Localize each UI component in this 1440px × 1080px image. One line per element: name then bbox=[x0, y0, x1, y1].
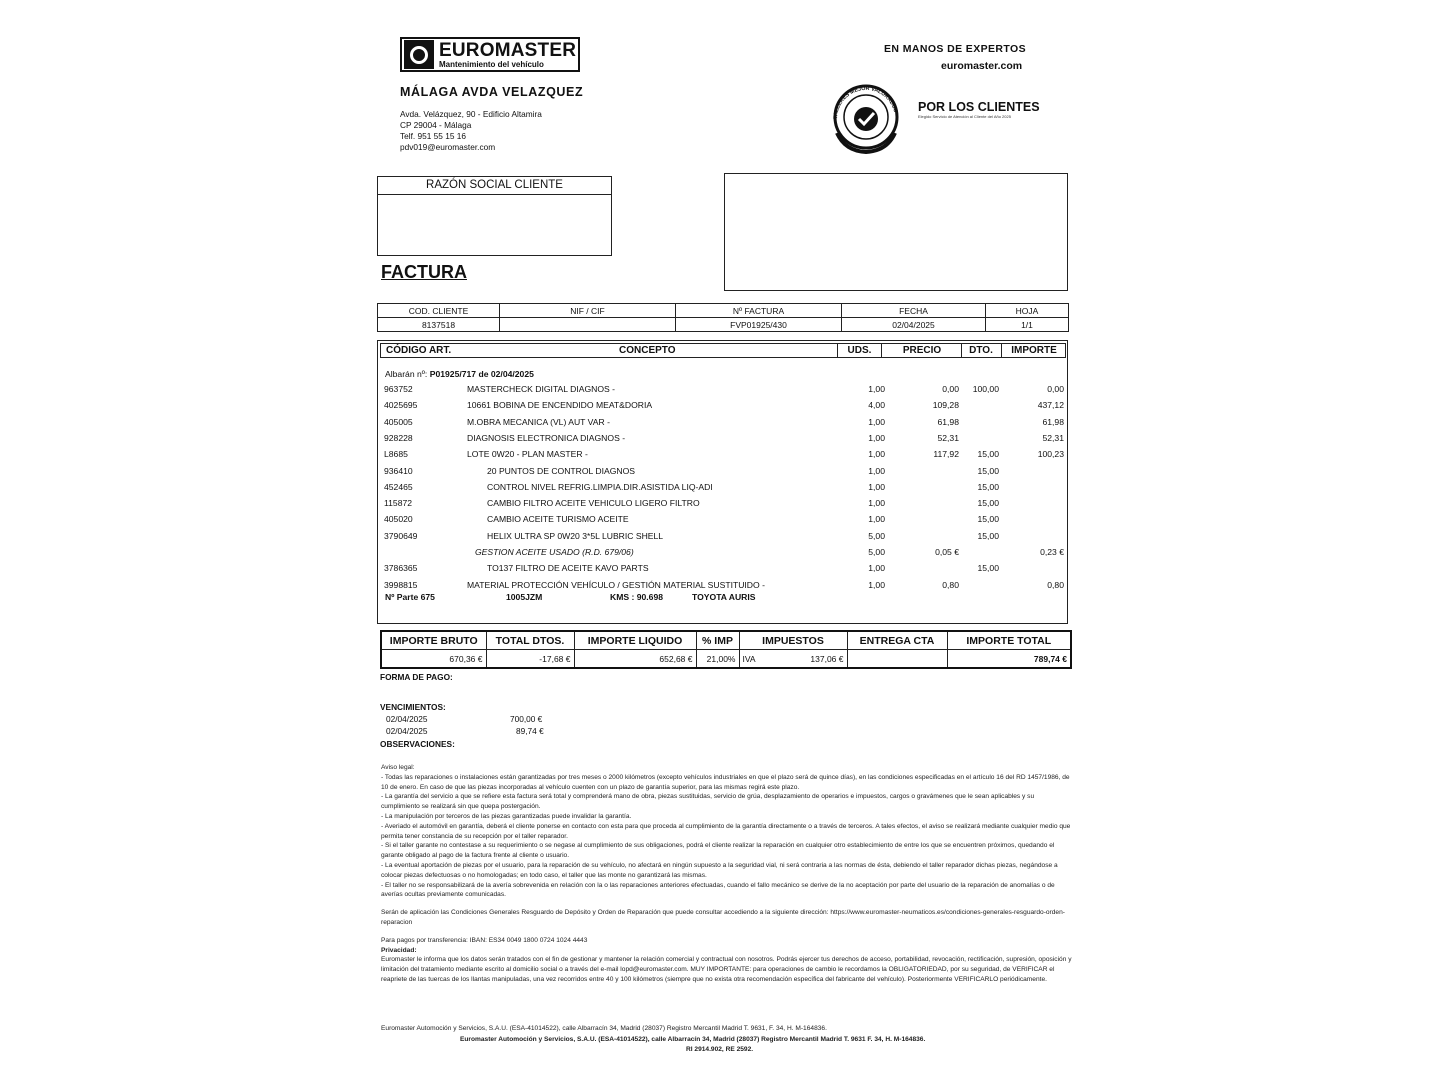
item-qty: 1,00 bbox=[868, 384, 885, 394]
item-code: 3786365 bbox=[384, 563, 418, 573]
item-description: GESTION ACEITE USADO (R.D. 679/06) bbox=[475, 547, 634, 557]
item-description: M.OBRA MECANICA (VL) AUT VAR - bbox=[467, 417, 610, 427]
seal-text: TALLERES MEJOR VALORADOS bbox=[832, 85, 899, 120]
privacy-text: Euromaster le informa que los datos serán tratados con el fin de gestionar y mantener la relación comercial y contractual con nosotros. Podrás ejercer tus derechos de acceso, portabilidad, revocación, rectificación, supresión, oposición y limitación del tratamiento mediante escrito al domicilio social o a través del e-mail lopd@euromaster.com. MUY IMPORTANTE: para operaciones de cambio le recordamos la OBLIGATORIEDAD, por su seguridad, de VERIFICAR el reapriete de las tuercas de los llantas manipuladas, una vez recorridos entre 40 y 100 kilómetros (siempre que no exista otra recomendación específica del fabricante del vehículo). Posteriormente VERIFICARLO periódicamente. bbox=[381, 956, 1072, 983]
client-box bbox=[377, 176, 612, 256]
item-row bbox=[384, 415, 1064, 429]
shop-address-line: CP 29004 - Málaga bbox=[400, 120, 472, 130]
item-description: CONTROL NIVEL REFRIG.LIMPIA.DIR.ASISTIDA LIQ-ADI bbox=[487, 482, 713, 492]
due-label: VENCIMIENTOS: bbox=[380, 702, 446, 712]
item-row bbox=[384, 382, 1064, 396]
totals-label: IMPORTE TOTAL bbox=[947, 631, 1071, 650]
euromaster-logo bbox=[400, 37, 580, 72]
item-description: MASTERCHECK DIGITAL DIAGNOS - bbox=[467, 384, 616, 394]
brand-subtitle: Mantenimiento del vehículo bbox=[439, 59, 544, 69]
item-row bbox=[384, 561, 1064, 575]
item-description: 10661 BOBINA DE ENCENDIDO MEAT&DORIA bbox=[467, 400, 653, 410]
item-code: 3790649 bbox=[384, 531, 418, 541]
item-description: LOTE 0W20 - PLAN MASTER - bbox=[467, 449, 588, 459]
gross-amount: 670,36 € bbox=[381, 650, 486, 669]
due-amount: 700,00 € bbox=[510, 714, 543, 724]
corporate-info: Euromaster Automoción y Servicios, S.A.U. (ESA-41014522), calle Albarracín 34, Madrid (28037) Registro Mercantil Madrid T. 9631, F. 34, H. M-164836. bbox=[381, 1025, 827, 1032]
item-qty: 1,00 bbox=[868, 498, 885, 508]
item-price: 0,05 € bbox=[935, 547, 959, 557]
client-code: 8137518 bbox=[378, 318, 500, 332]
item-amount: 61,98 bbox=[1042, 417, 1064, 427]
award-title: POR LOS CLIENTES bbox=[918, 100, 1040, 114]
item-price: 109,28 bbox=[932, 400, 959, 410]
header-label: FECHA bbox=[842, 304, 986, 318]
item-row bbox=[384, 447, 1064, 461]
tax-value: 137,06 € bbox=[810, 653, 844, 664]
item-qty: 1,00 bbox=[868, 449, 885, 459]
vehicle-model: TOYOTA AURIS bbox=[692, 592, 756, 602]
item-row bbox=[384, 496, 1064, 510]
item-code: 115872 bbox=[384, 498, 413, 508]
item-row bbox=[384, 398, 1064, 412]
net-amount: 652,68 € bbox=[574, 650, 696, 669]
header-label: HOJA bbox=[986, 304, 1069, 318]
privacy-title: Privacidad: bbox=[381, 946, 417, 954]
item-discount: 15,00 bbox=[977, 563, 999, 573]
invoice-page-number: 1/1 bbox=[986, 318, 1069, 332]
item-code: 936410 bbox=[384, 466, 413, 476]
legal-paragraph: - Averiado el automóvil en garantía, deberá el cliente ponerse en contacto con esta para que proceda al cumplimiento de la garantía directamente o a través de terceros. A tales efectos, el aviso se realizará mediante cualquier medio que permita tener constancia de su recepción por el taller reparador. bbox=[381, 822, 1071, 840]
corporate-info: Euromaster Automoción y Servicios, S.A.U. (ESA-41014522), calle Albarracín 34, Madrid (28037) Registro Mercantil Madrid T. 9631 F. 34, H. M-164836. bbox=[460, 1036, 926, 1043]
item-amount: 0,23 € bbox=[1040, 547, 1064, 557]
shop-phone: Telf. 951 55 15 16 bbox=[400, 131, 466, 141]
invoice-number: FVP01925/430 bbox=[676, 318, 842, 332]
col-qty: UDS. bbox=[837, 344, 881, 357]
vehicle-kms: KMS : 90.698 bbox=[610, 592, 664, 602]
shop-name: MÁLAGA AVDA VELAZQUEZ bbox=[400, 85, 584, 99]
totals-label: IMPORTE BRUTO bbox=[381, 631, 486, 650]
item-qty: 1,00 bbox=[868, 514, 885, 524]
item-description: TO137 FILTRO DE ACEITE KAVO PARTS bbox=[487, 563, 649, 573]
col-code: CÓDIGO ART. bbox=[386, 345, 452, 356]
tax-amount bbox=[739, 650, 847, 669]
item-code: 3998815 bbox=[384, 580, 418, 590]
item-amount: 0,00 bbox=[1047, 384, 1064, 394]
item-discount: 15,00 bbox=[977, 449, 999, 459]
col-concept: CONCEPTO bbox=[619, 345, 676, 356]
header-label: COD. CLIENTE bbox=[378, 304, 500, 318]
item-price: 52,31 bbox=[937, 433, 959, 443]
award-seal-icon bbox=[823, 75, 909, 155]
document-title: FACTURA bbox=[381, 262, 467, 282]
item-price: 0,80 bbox=[942, 580, 959, 590]
item-row bbox=[384, 480, 1064, 494]
item-qty: 5,00 bbox=[868, 547, 885, 557]
albaran-value: P01925/717 de 02/04/2025 bbox=[429, 369, 534, 379]
item-discount: 15,00 bbox=[977, 466, 999, 476]
item-discount: 15,00 bbox=[977, 514, 999, 524]
albaran-line bbox=[385, 369, 534, 379]
item-amount: 52,31 bbox=[1042, 433, 1064, 443]
col-price: PRECIO bbox=[881, 344, 962, 357]
item-price: 117,92 bbox=[933, 449, 959, 459]
item-qty: 1,00 bbox=[868, 580, 885, 590]
client-nif bbox=[500, 318, 676, 332]
item-row bbox=[384, 512, 1064, 526]
legal-paragraph: - La manipulación por terceros de las piezas garantizadas puede invalidar la garantía. bbox=[381, 812, 632, 820]
items-header bbox=[380, 343, 1066, 358]
item-discount: 15,00 bbox=[977, 498, 999, 508]
item-qty: 5,00 bbox=[868, 531, 885, 541]
albaran-prefix: Albarán nº: bbox=[385, 369, 428, 379]
item-row bbox=[384, 431, 1064, 445]
item-row bbox=[384, 529, 1064, 543]
vehicle-parte: Nº Parte 675 bbox=[385, 592, 435, 602]
item-discount: 15,00 bbox=[977, 531, 999, 541]
item-row bbox=[384, 464, 1064, 478]
item-description: 20 PUNTOS DE CONTROL DIAGNOS bbox=[487, 466, 636, 476]
legal-notice bbox=[381, 763, 1073, 985]
brand-website: euromaster.com bbox=[941, 60, 1023, 72]
observations-label: OBSERVACIONES: bbox=[380, 739, 455, 749]
item-qty: 1,00 bbox=[868, 482, 885, 492]
brand-name: EUROMASTER bbox=[439, 39, 577, 61]
tax-percent: 21,00% bbox=[696, 650, 739, 669]
item-amount: 0,80 bbox=[1047, 580, 1064, 590]
item-amount: 100,23 bbox=[1037, 449, 1064, 459]
item-discount: 15,00 bbox=[977, 482, 999, 492]
item-amount: 437,12 bbox=[1037, 400, 1064, 410]
item-qty: 1,00 bbox=[868, 563, 885, 573]
item-discount: 100,00 bbox=[972, 384, 999, 394]
item-code: 452465 bbox=[384, 482, 413, 492]
totals-label: IMPUESTOS bbox=[739, 631, 847, 650]
totals-table bbox=[380, 630, 1072, 669]
legal-iban: Para pagos por transferencia: IBAN: ES34 0049 1800 0724 1024 4443 bbox=[381, 936, 588, 944]
item-price: 0,00 bbox=[942, 384, 959, 394]
legal-paragraph: - Todas las reparaciones o instalaciones están garantizadas por tres meses o 2000 kilómetros (excepto vehículos industriales en que el plazo será de quince días), en las condiciones especificadas en el artículo 16 del RD 1457/1986, de 10 de enero. En caso de que las piezas incorporadas al vehículo cuenten con un plazo de garantía superior, para las mismas regirá este plazo. bbox=[381, 773, 1070, 791]
due-date: 02/04/2025 bbox=[386, 726, 428, 736]
total-amount: 789,74 € bbox=[947, 650, 1071, 669]
payment-label: FORMA DE PAGO: bbox=[380, 672, 453, 682]
item-description: CAMBIO ACEITE TURISMO ACEITE bbox=[487, 514, 629, 524]
legal-title: Aviso legal: bbox=[381, 764, 415, 771]
legal-paragraph: - Si el taller garante no contestase a su requerimiento o se negase al cumplimiento de sus obligaciones, podrá el cliente realizar la reparación en cualquier otro establecimiento de entre los que se encuentren próximos, quedando el garante obligado al pago de la factura frente al cliente o usuario. bbox=[381, 842, 1055, 860]
col-discount: DTO. bbox=[961, 344, 1000, 357]
due-date: 02/04/2025 bbox=[386, 714, 428, 724]
item-row bbox=[384, 578, 1064, 592]
item-description: HELIX ULTRA SP 0W20 3*5L LUBRIC SHELL bbox=[487, 531, 664, 541]
tax-name: IVA bbox=[742, 653, 756, 664]
item-price: 61,98 bbox=[937, 417, 959, 427]
item-row bbox=[384, 545, 1064, 559]
total-discounts: -17,68 € bbox=[486, 650, 574, 669]
item-code: 963752 bbox=[384, 384, 413, 394]
vehicle-plate: 1005JZM bbox=[506, 592, 543, 602]
item-qty: 1,00 bbox=[868, 417, 885, 427]
item-code: 928228 bbox=[384, 433, 413, 443]
deposit-amount bbox=[847, 650, 947, 669]
item-code: 405020 bbox=[384, 514, 413, 524]
invoice-header-table bbox=[377, 303, 1069, 332]
corporate-registry: RI 2914.902, RE 2592. bbox=[686, 1046, 754, 1053]
col-amount: IMPORTE bbox=[1001, 344, 1066, 357]
item-code: L8685 bbox=[384, 449, 408, 459]
legal-paragraph: - La garantía del servicio a que se refiere esta factura será total y comprenderá mano de obra, piezas sustituidas, servicio de grúa, desplazamiento de operarios e impuestos, cargos o gravámenes que le sean aplicables y su cumplimiento se realizará sin que quepa postergación. bbox=[381, 793, 1035, 811]
legal-paragraph: - La eventual aportación de piezas por el usuario, para la reparación de su vehículo, no afectará en ningún supuesto a la seguridad vial, ni será contraria a las normas de ésta, debiendo el taller reparador dichas piezas, negándose a colocar piezas defectuosas o no homologadas; en todo caso, el taller que las monte no garantizará las mismas. bbox=[381, 861, 1058, 879]
item-qty: 1,00 bbox=[868, 466, 885, 476]
item-qty: 1,00 bbox=[868, 433, 885, 443]
totals-label: TOTAL DTOS. bbox=[486, 631, 574, 650]
legal-conditions: Serán de aplicación las Condiciones Generales Resguardo de Depósito y Orden de Reparación que puede consultar accediendo a la siguiente dirección: https://www.euromaster-neumaticos.es/condiciones-generales-resguardo-orden-reparacion bbox=[381, 909, 1065, 926]
totals-label: % IMP bbox=[696, 631, 739, 650]
legal-paragraph: - El taller no se responsabilizará de la avería sobrevenida en relación con la o las reparaciones anteriores efectuadas, cuando el fallo mecánico se derive de la no aceptación por parte del usuario de la reparación de anomalías o de averías ocultas previamente comunicadas. bbox=[381, 881, 1055, 899]
header-label: NIF / CIF bbox=[500, 304, 676, 318]
due-amount: 89,74 € bbox=[516, 726, 544, 736]
item-code: 4025695 bbox=[384, 400, 418, 410]
item-description: DIAGNOSIS ELECTRONICA DIAGNOS - bbox=[467, 433, 626, 443]
header-label: Nº FACTURA bbox=[676, 304, 842, 318]
invoice-date: 02/04/2025 bbox=[842, 318, 986, 332]
client-address-box bbox=[724, 173, 1068, 291]
item-description: CAMBIO FILTRO ACEITE VEHICULO LIGERO FILTRO bbox=[487, 498, 700, 508]
shop-email: pdv019@euromaster.com bbox=[400, 142, 496, 152]
item-qty: 4,00 bbox=[868, 400, 885, 410]
euromaster-logo-icon bbox=[404, 40, 434, 69]
item-description: MATERIAL PROTECCIÓN VEHÍCULO / GESTIÓN MATERIAL SUSTITUIDO - bbox=[467, 580, 765, 590]
brand-tagline: EN MANOS DE EXPERTOS bbox=[884, 43, 1026, 55]
item-code: 405005 bbox=[384, 417, 413, 427]
client-box-title: RAZÓN SOCIAL CLIENTE bbox=[378, 177, 611, 195]
totals-label: IMPORTE LIQUIDO bbox=[574, 631, 696, 650]
shop-address bbox=[400, 109, 542, 153]
totals-label: ENTREGA CTA bbox=[847, 631, 947, 650]
shop-address-line: Avda. Velázquez, 90 - Edificio Altamira bbox=[400, 109, 542, 119]
award-subtitle: Elegido Servicio de Atención al Cliente del Año 2025 bbox=[918, 114, 1011, 119]
